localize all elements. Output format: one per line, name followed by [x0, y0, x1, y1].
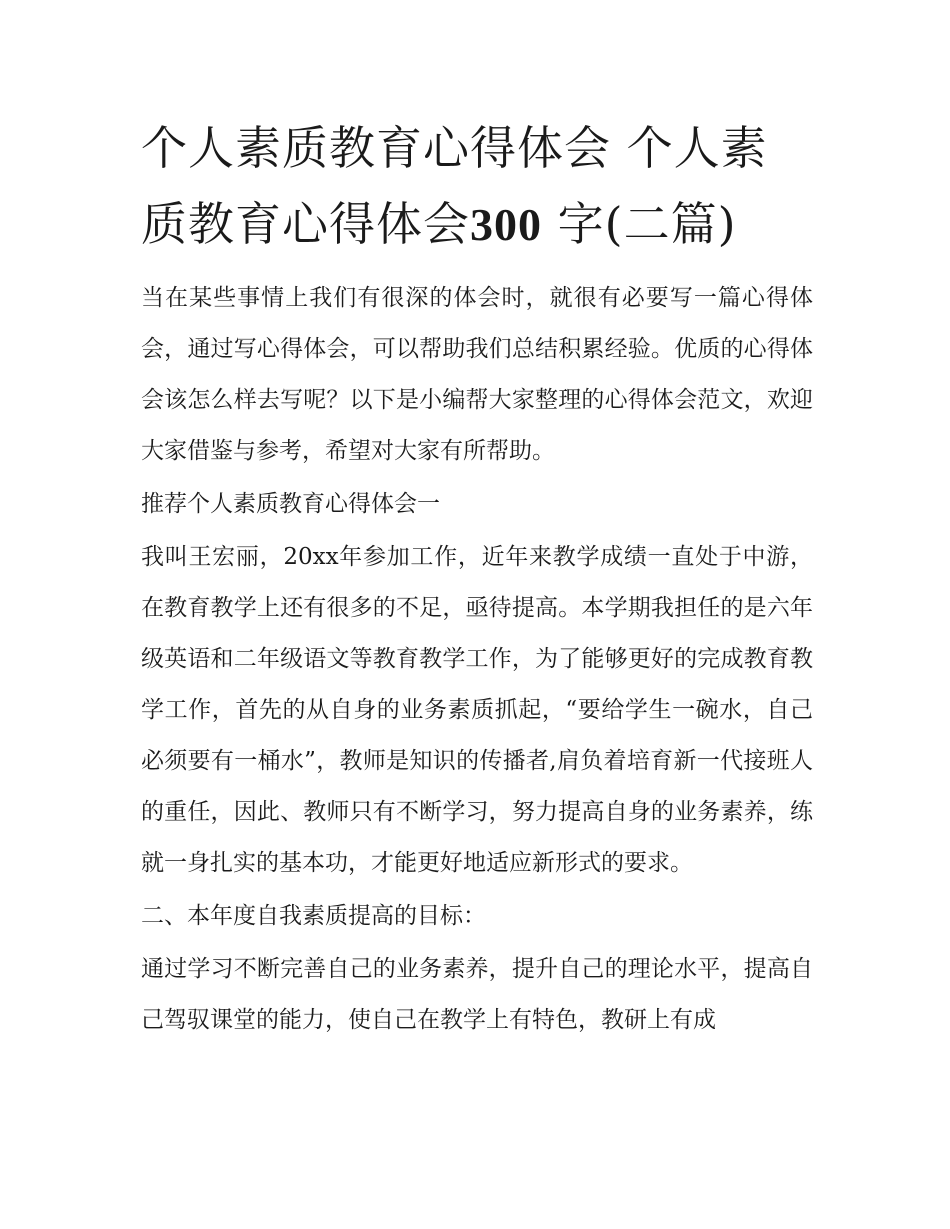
intro-paragraph: 当在某些事情上我们有很深的体会时，就很有必要写一篇心得体会，通过写心得体会，可以帮助我们总结积累经验。优质的心得体会该怎么样去写呢？以下是小编帮大家整理的心得体会范文，欢迎大家借鉴与参考，希望对大家有所帮助。	[141, 285, 813, 464]
section-heading-recommend: 推荐个人素质教育心得体会一	[141, 491, 440, 517]
document-title	[141, 110, 813, 263]
document-page	[141, 110, 813, 1046]
document-body	[141, 273, 813, 1046]
title-text-part2: 字(二篇)	[557, 197, 737, 251]
body-paragraph-self-intro: 我叫王宏丽，20xx年参加工作，近年来教学成绩一直处于中游，在教育教学上还有很多的不足，亟待提高。本学期我担任的是六年级英语和二年级语文等教育教学工作，为了能够更好的完成教育教学工作，首先的从自身的业务素质抓起，“要给学生一碗水，自己必须要有一桶水”，教师是知识的传播者,肩负着培育新一代接班人的重任，因此、教师只有不断学习，努力提高自身的业务素养，练就一身扎实的基本功，才能更好地适应新形式的要求。	[141, 544, 813, 876]
body-paragraph-goals: 通过学习不断完善自己的业务素养，提升自己的理论水平，提高自己驾驭课堂的能力，使自己在教学上有特色，教研上有成	[141, 956, 813, 1033]
title-text-part1: 个人素质教育心得体会 个人素质教育心得体会	[141, 121, 768, 251]
section-heading-goals: 二、本年度自我素质提高的目标：	[141, 903, 486, 929]
title-number: 300	[470, 199, 542, 250]
